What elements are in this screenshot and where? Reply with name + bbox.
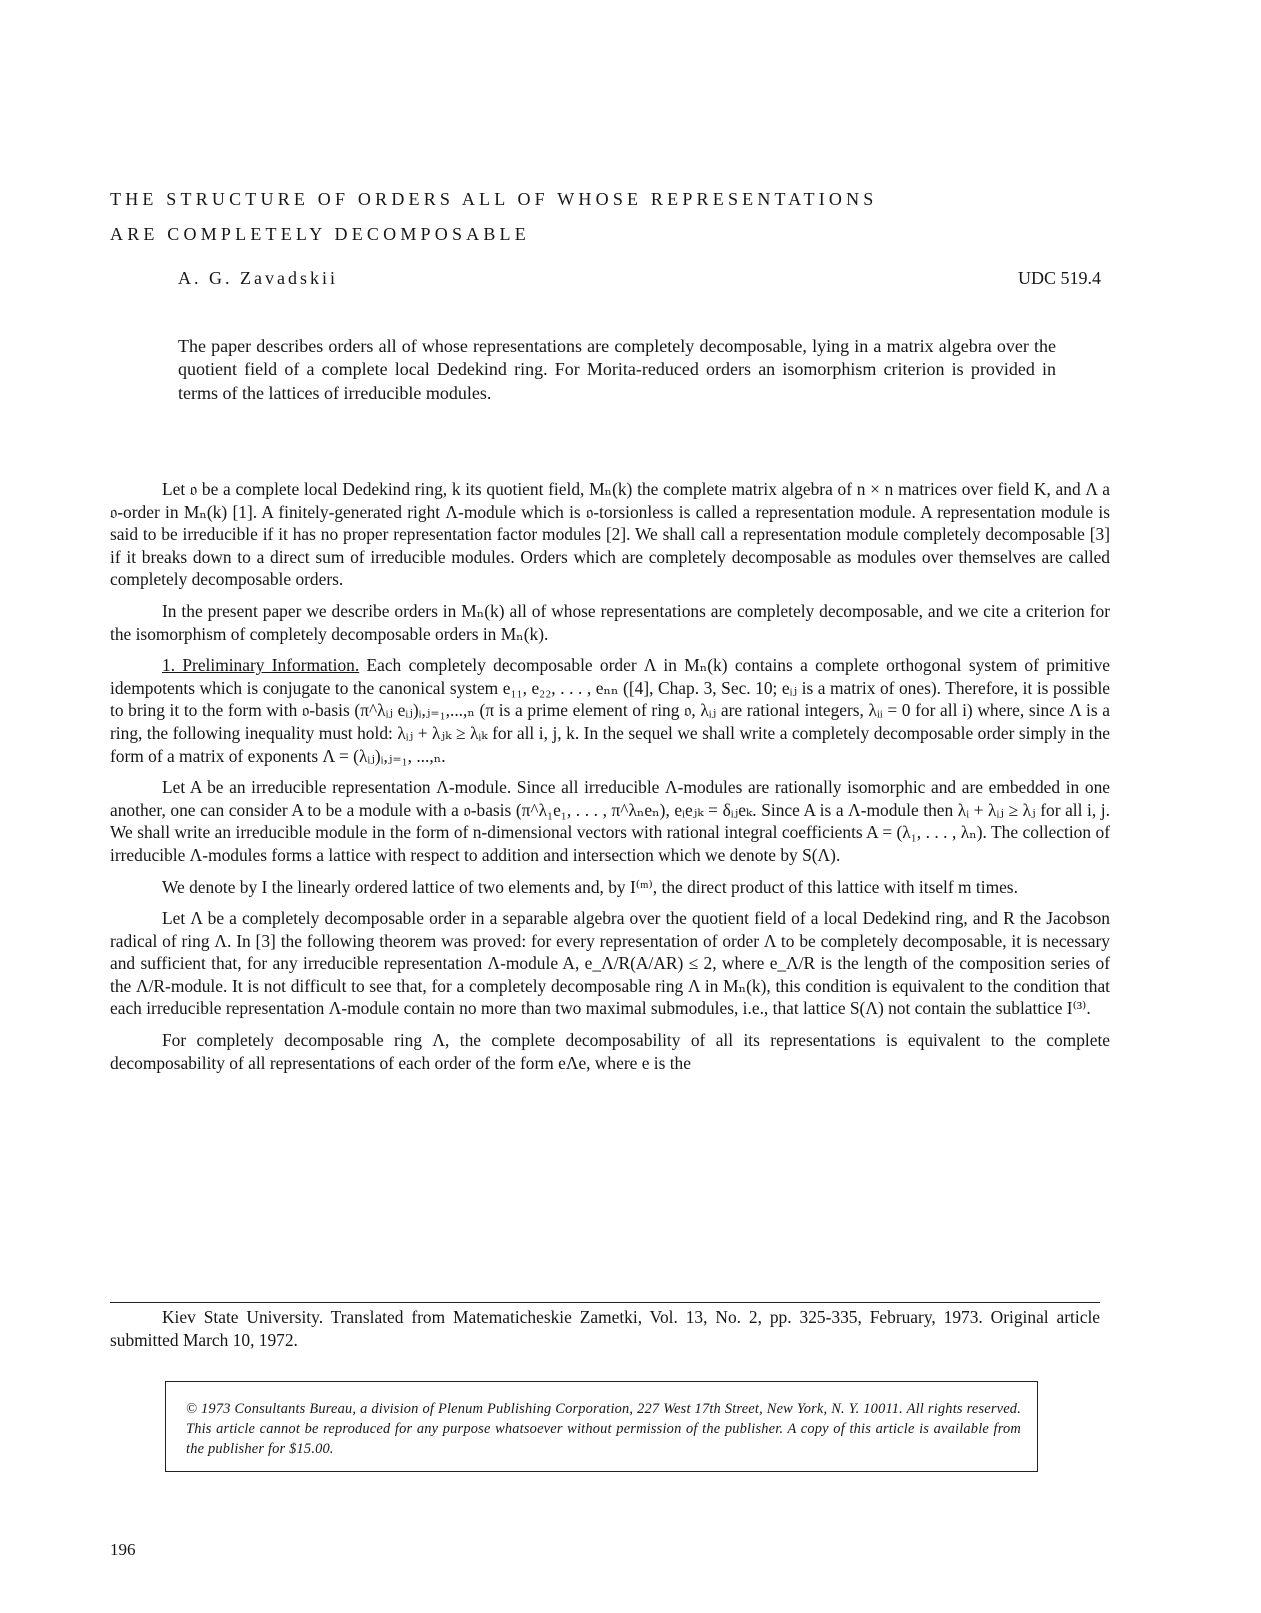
footnote-divider [110, 1302, 1100, 1303]
copyright-notice-box [165, 1381, 1038, 1472]
body-paragraph: For completely decomposable ring Λ, the complete decomposability of all its representations is equivalent to the complete decomposability of all representations of each order of the form eΛe, where e is the [110, 1030, 1110, 1073]
body-paragraph: Let 𝔬 be a complete local Dedekind ring, k its quotient field, Mₙ(k) the complete matrix algebra of n × n matrices over field K, and Λ a 𝔬-order in Mₙ(k) [1]. A finitely-generated right Λ-module which is 𝔬-torsionless is called a representation module. A representation module is said to be irreducible if it has no proper representation factor modules [2]. We shall call a representation module completely decomposable [3] if it breaks down to a direct sum of irreducible modules. Orders which are completely decomposable as modules over themselves are called completely decomposable orders. [110, 479, 1110, 590]
body-paragraph-section-1 [110, 654, 1110, 767]
footnote: Kiev State University. Translated from Matematicheskie Zametki, Vol. 13, No. 2, pp. 325-335, February, 1973. Original article submitted March 10, 1972. [110, 1307, 1100, 1350]
page-number: 196 [110, 1540, 136, 1559]
section-heading: 1. Preliminary Information. [162, 655, 360, 676]
section-text: Each completely decomposable order Λ in Mₙ(k) contains a complete orthogonal system of primitive idempotents which is conjugate to the canonical system e₁₁, e₂₂, . . . , eₙₙ ([4], Chap. 3, Sec. 10; eᵢⱼ is a matrix of ones). Therefore, it is possible to bring it to the form with 𝔬-basis (π^λᵢⱼ eᵢⱼ)ᵢ,ⱼ₌₁,...,ₙ (π is a prime element of ring 𝔬, λᵢⱼ are rational integers, λᵢᵢ = 0 for all i) where, since Λ is a ring, the following inequality must hold: λᵢⱼ + λⱼₖ ≥ λᵢₖ for all i, j, k. In the sequel we shall write a completely decomposable order simply in the form of a matrix of exponents Λ = (λᵢⱼ)ᵢ,ⱼ₌₁, ...,ₙ. [110, 655, 1110, 766]
body-paragraph: We denote by I the linearly ordered lattice of two elements and, by I⁽ᵐ⁾, the direct product of this lattice with itself m times. [162, 876, 1018, 897]
article-title-line-2: ARE COMPLETELY DECOMPOSABLE [110, 224, 530, 244]
body-paragraph: In the present paper we describe orders in Mₙ(k) all of whose representations are completely decomposable, and we cite a criterion for the isomorphism of completely decomposable orders in Mₙ(k). [110, 600, 1110, 644]
body-paragraph: Let A be an irreducible representation Λ-module. Since all irreducible Λ-modules are rationally isomorphic and are embedded in one another, one can consider A to be a module with a 𝔬-basis (π^λ₁e₁, . . . , π^λₙeₙ), eᵢeⱼₖ = δᵢⱼeₖ. Since A is a Λ-module then λᵢ + λᵢⱼ ≥ λⱼ for all i, j. We shall write an irreducible module in the form of n-dimensional vectors with rational integral coefficients A = (λ₁, . . . , λₙ). The collection of irreducible Λ-modules forms a lattice with respect to addition and intersection which we denote by S(Λ). [110, 777, 1110, 865]
author-name: A. G. Zavadskii [178, 268, 338, 288]
copyright-notice: © 1973 Consultants Bureau, a division of Plenum Publishing Corporation, 227 West 17th Street, New York, N. Y. 10011. All rights reserved. This article cannot be reproduced for any purpose whatsoever without permission of the publisher. A copy of this article is available from the publisher for $15.00. [186, 1401, 1021, 1457]
article-title-line-1: THE STRUCTURE OF ORDERS ALL OF WHOSE REPRESENTATIONS [110, 189, 878, 209]
udc-code: UDC 519.4 [1017, 268, 1101, 288]
abstract: The paper describes orders all of whose representations are completely decomposable, lying in a matrix algebra over the quotient field of a complete local Dedekind ring. For Morita-reduced orders an isomorphism criterion is provided in terms of the lattices of irreducible modules. [178, 336, 1056, 403]
article-body [110, 478, 1110, 1083]
body-paragraph: Let Λ be a completely decomposable order in a separable algebra over the quotient field of a local Dedekind ring, and R the Jacobson radical of ring Λ. In [3] the following theorem was proved: for every representation of order Λ to be completely decomposable, it is necessary and sufficient that, for any irreducible representation Λ-module A, e_Λ/R(A/AR) ≤ 2, where e_Λ/R is the length of the composition series of the Λ/R-module. It is not difficult to see that, for a completely decomposable ring Λ in Mₙ(k), this condition is equivalent to the condition that each irreducible representation Λ-module contain no more than two maximal submodules, i.e., that lattice S(Λ) not contain the sublattice I⁽³⁾. [110, 908, 1110, 1019]
